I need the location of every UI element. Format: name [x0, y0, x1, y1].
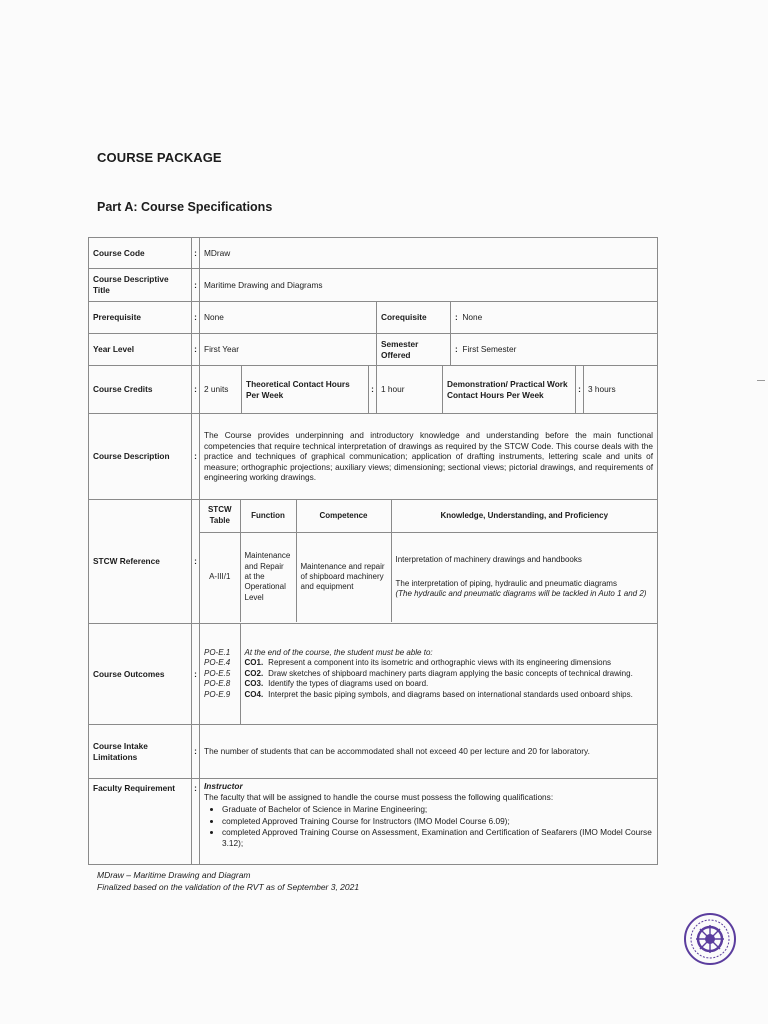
qualification-list: [204, 804, 653, 848]
colon: :: [192, 302, 200, 334]
year-level-value: First Year: [200, 334, 377, 366]
colon: :: [576, 366, 584, 414]
stcw-header-knowledge: Knowledge, Understanding, and Proficiency: [391, 500, 657, 532]
intake-text: The number of students that can be accommodated shall not exceed 40 per lecture and 20 for laboratory.: [200, 725, 658, 779]
row-prerequisite: [89, 302, 658, 334]
semester-value: : First Semester: [451, 334, 658, 366]
title-value: Maritime Drawing and Diagrams: [200, 269, 658, 302]
outcome-item: [245, 669, 654, 679]
stcw-function: Maintenance and Repair at the Operational Level: [240, 532, 296, 622]
colon: :: [192, 366, 200, 414]
outcome-item: [245, 658, 654, 668]
semester-text: First Semester: [462, 344, 517, 355]
description-text: The Course provides underpinning and introductory knowledge and understanding before the main functional competencies that require technical interpretation of drawings as required by the STCW Code. This course deals with the practice and techniques of graphical communication; application of drafting instruments, lettering scale and units of measure; orthographic projections; auxiliary views; dimensioning; sectional views; pictorial drawings, and requirements of engineering working drawings.: [200, 414, 658, 500]
theory-hours-label: Theoretical Contact Hours Per Week: [242, 366, 369, 414]
outcomes-intro: At the end of the course, the student must be able to:: [244, 648, 433, 658]
outcome-text: Interpret the basic piping symbols, and diagrams based on international standards used onboard ships.: [268, 689, 633, 699]
knowledge-item: Interpretation of machinery drawings and handbooks: [395, 554, 582, 564]
colon: :: [192, 500, 200, 624]
faculty-cell: [200, 779, 658, 865]
qualification-item: • completed Approved Training Course for Instructors (IMO Model Course 6.09);: [222, 816, 653, 827]
scan-mark: [757, 380, 765, 381]
year-level-label: Year Level: [89, 334, 192, 366]
course-code-value: MDraw: [200, 238, 658, 269]
faculty-subhead: Instructor: [204, 781, 243, 791]
outcome-text: Represent a component into its isometric and orthographic views with its engineering dimensions: [268, 658, 612, 668]
colon: :: [192, 725, 200, 779]
po-code: PO-E.5: [204, 668, 231, 678]
stcw-table-ref: A-III/1: [200, 532, 240, 622]
row-outcomes: [89, 624, 658, 725]
row-title: [89, 269, 658, 302]
stcw-header-competence: Competence: [296, 500, 391, 532]
colon: :: [192, 238, 200, 269]
colon: :: [192, 414, 200, 500]
part-title: Part A: Course Specifications: [97, 200, 273, 214]
stcw-data-row: [200, 532, 657, 622]
corequisite-value: : None: [451, 302, 658, 334]
credits-label: Course Credits: [89, 366, 192, 414]
colon: :: [192, 779, 200, 865]
row-description: [89, 414, 658, 500]
practical-hours-label: Demonstration/ Practical Work Contact Hours Per Week: [443, 366, 576, 414]
prerequisite-label: Prerequisite: [89, 302, 192, 334]
qualification-item: • Graduate of Bachelor of Science in Marine Engineering;: [222, 804, 653, 815]
prerequisite-value: None: [200, 302, 377, 334]
outcomes-row: [200, 624, 657, 724]
course-code-label: Course Code: [89, 238, 192, 269]
institution-seal-icon: [683, 912, 737, 966]
row-stcw: [89, 500, 658, 624]
outcome-code: CO1.: [244, 658, 264, 668]
colon: :: [192, 269, 200, 302]
document-heading: COURSE PACKAGE: [97, 150, 222, 165]
row-year-level: [89, 334, 658, 366]
theory-hours-value: 1 hour: [377, 366, 443, 414]
outcome-text: Draw sketches of shipboard machinery parts diagram applying the basic concepts of technical drawing.: [268, 668, 633, 678]
po-code: PO-E.8: [204, 679, 231, 689]
faculty-intro: The faculty that will be assigned to handle the course must possess the following qualifications:: [204, 791, 554, 802]
intake-label: Course Intake Limitations: [89, 725, 192, 779]
stcw-header-row: [200, 500, 657, 532]
stcw-cell: [200, 500, 658, 624]
row-intake: [89, 725, 658, 779]
semester-label: Semester Offered: [377, 334, 451, 366]
knowledge-item: The interpretation of piping, hydraulic and pneumatic diagrams: [395, 579, 617, 589]
outcomes-cell: [200, 624, 658, 725]
course-spec-table: [88, 237, 658, 865]
stcw-knowledge: [391, 532, 657, 622]
title-label: Course Descriptive Title: [89, 269, 192, 302]
knowledge-note: (The hydraulic and pneumatic diagrams will be tackled in Auto 1 and 2): [395, 589, 647, 599]
colon: :: [369, 366, 377, 414]
description-label: Course Description: [89, 414, 192, 500]
outcome-code: CO2.: [244, 668, 264, 678]
stcw-table: [200, 500, 657, 622]
qualification-item: • completed Approved Training Course on Assessment, Examination and Certification of Seafarers (IMO Model Course 3.12);: [222, 827, 653, 848]
faculty-label: Faculty Requirement: [89, 779, 192, 865]
outcome-text: Identify the types of diagrams used on board.: [268, 679, 429, 689]
outcome-code: CO4.: [244, 689, 264, 699]
po-code: PO-E.4: [204, 658, 231, 668]
footer-course: MDraw – Maritime Drawing and Diagram: [97, 870, 251, 880]
po-code: PO-E.9: [204, 689, 231, 699]
stcw-label: STCW Reference: [89, 500, 192, 624]
po-code: PO-E.1: [204, 648, 231, 658]
colon: :: [192, 624, 200, 725]
outcomes-label: Course Outcomes: [89, 624, 192, 725]
row-faculty: [89, 779, 658, 865]
footer-validation: Finalized based on the validation of the RVT as of September 3, 2021: [97, 881, 360, 892]
outcome-item: [245, 679, 654, 689]
colon: :: [192, 334, 200, 366]
stcw-header-table: STCW Table: [200, 500, 240, 532]
corequisite-label: Corequisite: [377, 302, 451, 334]
page-footer: [97, 870, 359, 894]
outcomes-table: [200, 624, 657, 724]
row-credits: [89, 366, 658, 414]
practical-hours-value: 3 hours: [584, 366, 658, 414]
stcw-competence: Maintenance and repair of shipboard machinery and equipment: [296, 532, 391, 622]
corequisite-text: None: [462, 312, 483, 323]
stcw-header-function: Function: [240, 500, 296, 532]
row-course-code: [89, 238, 658, 269]
credits-value: 2 units: [200, 366, 242, 414]
outcomes-list: [240, 624, 657, 724]
outcome-code: CO3.: [244, 679, 264, 689]
outcome-item: [245, 690, 654, 700]
po-codes: [200, 624, 240, 724]
